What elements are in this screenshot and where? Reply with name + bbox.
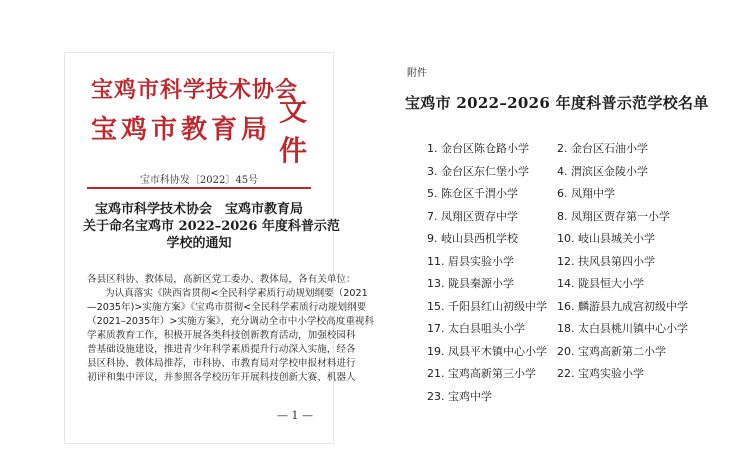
red-divider-line xyxy=(87,187,311,189)
school-list-item: 10. 岐山县城关小学 xyxy=(557,232,655,245)
school-list-item: 17. 太白县咀头小学 xyxy=(427,322,525,335)
notice-body xyxy=(87,273,375,385)
school-list-item: 2. 金台区石油小学 xyxy=(557,142,648,155)
page-number: — 1 — xyxy=(277,409,313,422)
attachment-page xyxy=(405,52,709,444)
school-list-item: 19. 凤县平木镇中心小学 xyxy=(427,344,547,358)
body-line: 为认真落实《陕西省贯彻<全民科学素质行动规划纲要（2021 xyxy=(105,288,368,299)
notice-title-line: 学校的通知 xyxy=(166,236,232,251)
school-list-item: 14. 陇县恒大小学 xyxy=(557,277,644,290)
school-list-item: 4. 渭滨区金陵小学 xyxy=(557,164,648,178)
school-list-item: 15. 千阳县红山初级中学 xyxy=(427,299,547,313)
body-line: 初评和集中评议，并参照各学校历年开展科技创新大赛、机器人 xyxy=(87,372,356,383)
body-line: 各县区科协、教体局，高新区党工委办、教体局，各有关单位： xyxy=(87,274,356,285)
body-line: 学素质教育工作，积极开展各类科技创新教育活动，加强校园科 xyxy=(87,330,356,341)
body-line: 县区科协、教体局推荐，市科协、市教育局对学校申报材料进行 xyxy=(87,358,356,369)
attachment-label: 附件 xyxy=(407,68,427,79)
document-number: 宝市科协发〔2022〕45号 xyxy=(139,175,259,186)
school-list-item: 9. 岐山县西机学校 xyxy=(427,232,518,245)
school-list-item: 6. 凤翔中学 xyxy=(557,187,615,200)
school-list-item: 13. 陇县秦源小学 xyxy=(427,277,514,290)
school-list-item: 1. 金台区陈仓路小学 xyxy=(427,142,529,155)
school-list-item: 20. 宝鸡高新第二小学 xyxy=(557,344,666,358)
notice-page xyxy=(64,52,375,444)
issuer-name-science-association: 宝鸡市科学技术协会 xyxy=(91,77,299,103)
school-list-item: 12. 扶风县第四小学 xyxy=(557,254,655,268)
school-list-item: 16. 麟游县九成宫初级中学 xyxy=(557,299,688,313)
school-list-title: 宝鸡市 2022–2026 年度科普示范学校名单 xyxy=(405,94,709,112)
issuer-name-education-bureau: 宝鸡市教育局 xyxy=(91,115,272,145)
school-list-item: 5. 陈仓区千渭小学 xyxy=(427,187,518,200)
school-list-item: 7. 凤翔区贾存中学 xyxy=(427,209,518,223)
body-line: 普基础设施建设，推进青少年科学素质提升行动深入实施，经各 xyxy=(87,344,356,355)
notice-title-line: 宝鸡市科学技术协会 宝鸡市教育局 xyxy=(94,202,303,217)
school-list-item: 18. 太白县桃川镇中心小学 xyxy=(557,322,688,335)
school-list-item: 3. 金台区东仁堡小学 xyxy=(427,164,529,178)
school-list-item: 8. 凤翔区贾存第一小学 xyxy=(557,209,670,223)
body-line: —2035年)>实施方案》《宝鸡市贯彻<全民科学素质行动规划纲要 xyxy=(87,302,367,313)
school-list-item: 23. 宝鸡中学 xyxy=(427,389,492,403)
school-list-item: 11. 眉县实验小学 xyxy=(427,254,514,268)
document-heading-word: 文件 xyxy=(279,94,310,167)
notice-title-line: 关于命名宝鸡市 2022–2026 年度科普示范 xyxy=(83,219,340,234)
body-line: （2021–2035年）>实施方案》，充分调动全市中小学校高度重视科 xyxy=(87,316,375,327)
school-list-item: 22. 宝鸡实验小学 xyxy=(557,367,644,380)
school-list-item: 21. 宝鸡高新第三小学 xyxy=(427,367,536,380)
notice-title xyxy=(83,201,340,252)
